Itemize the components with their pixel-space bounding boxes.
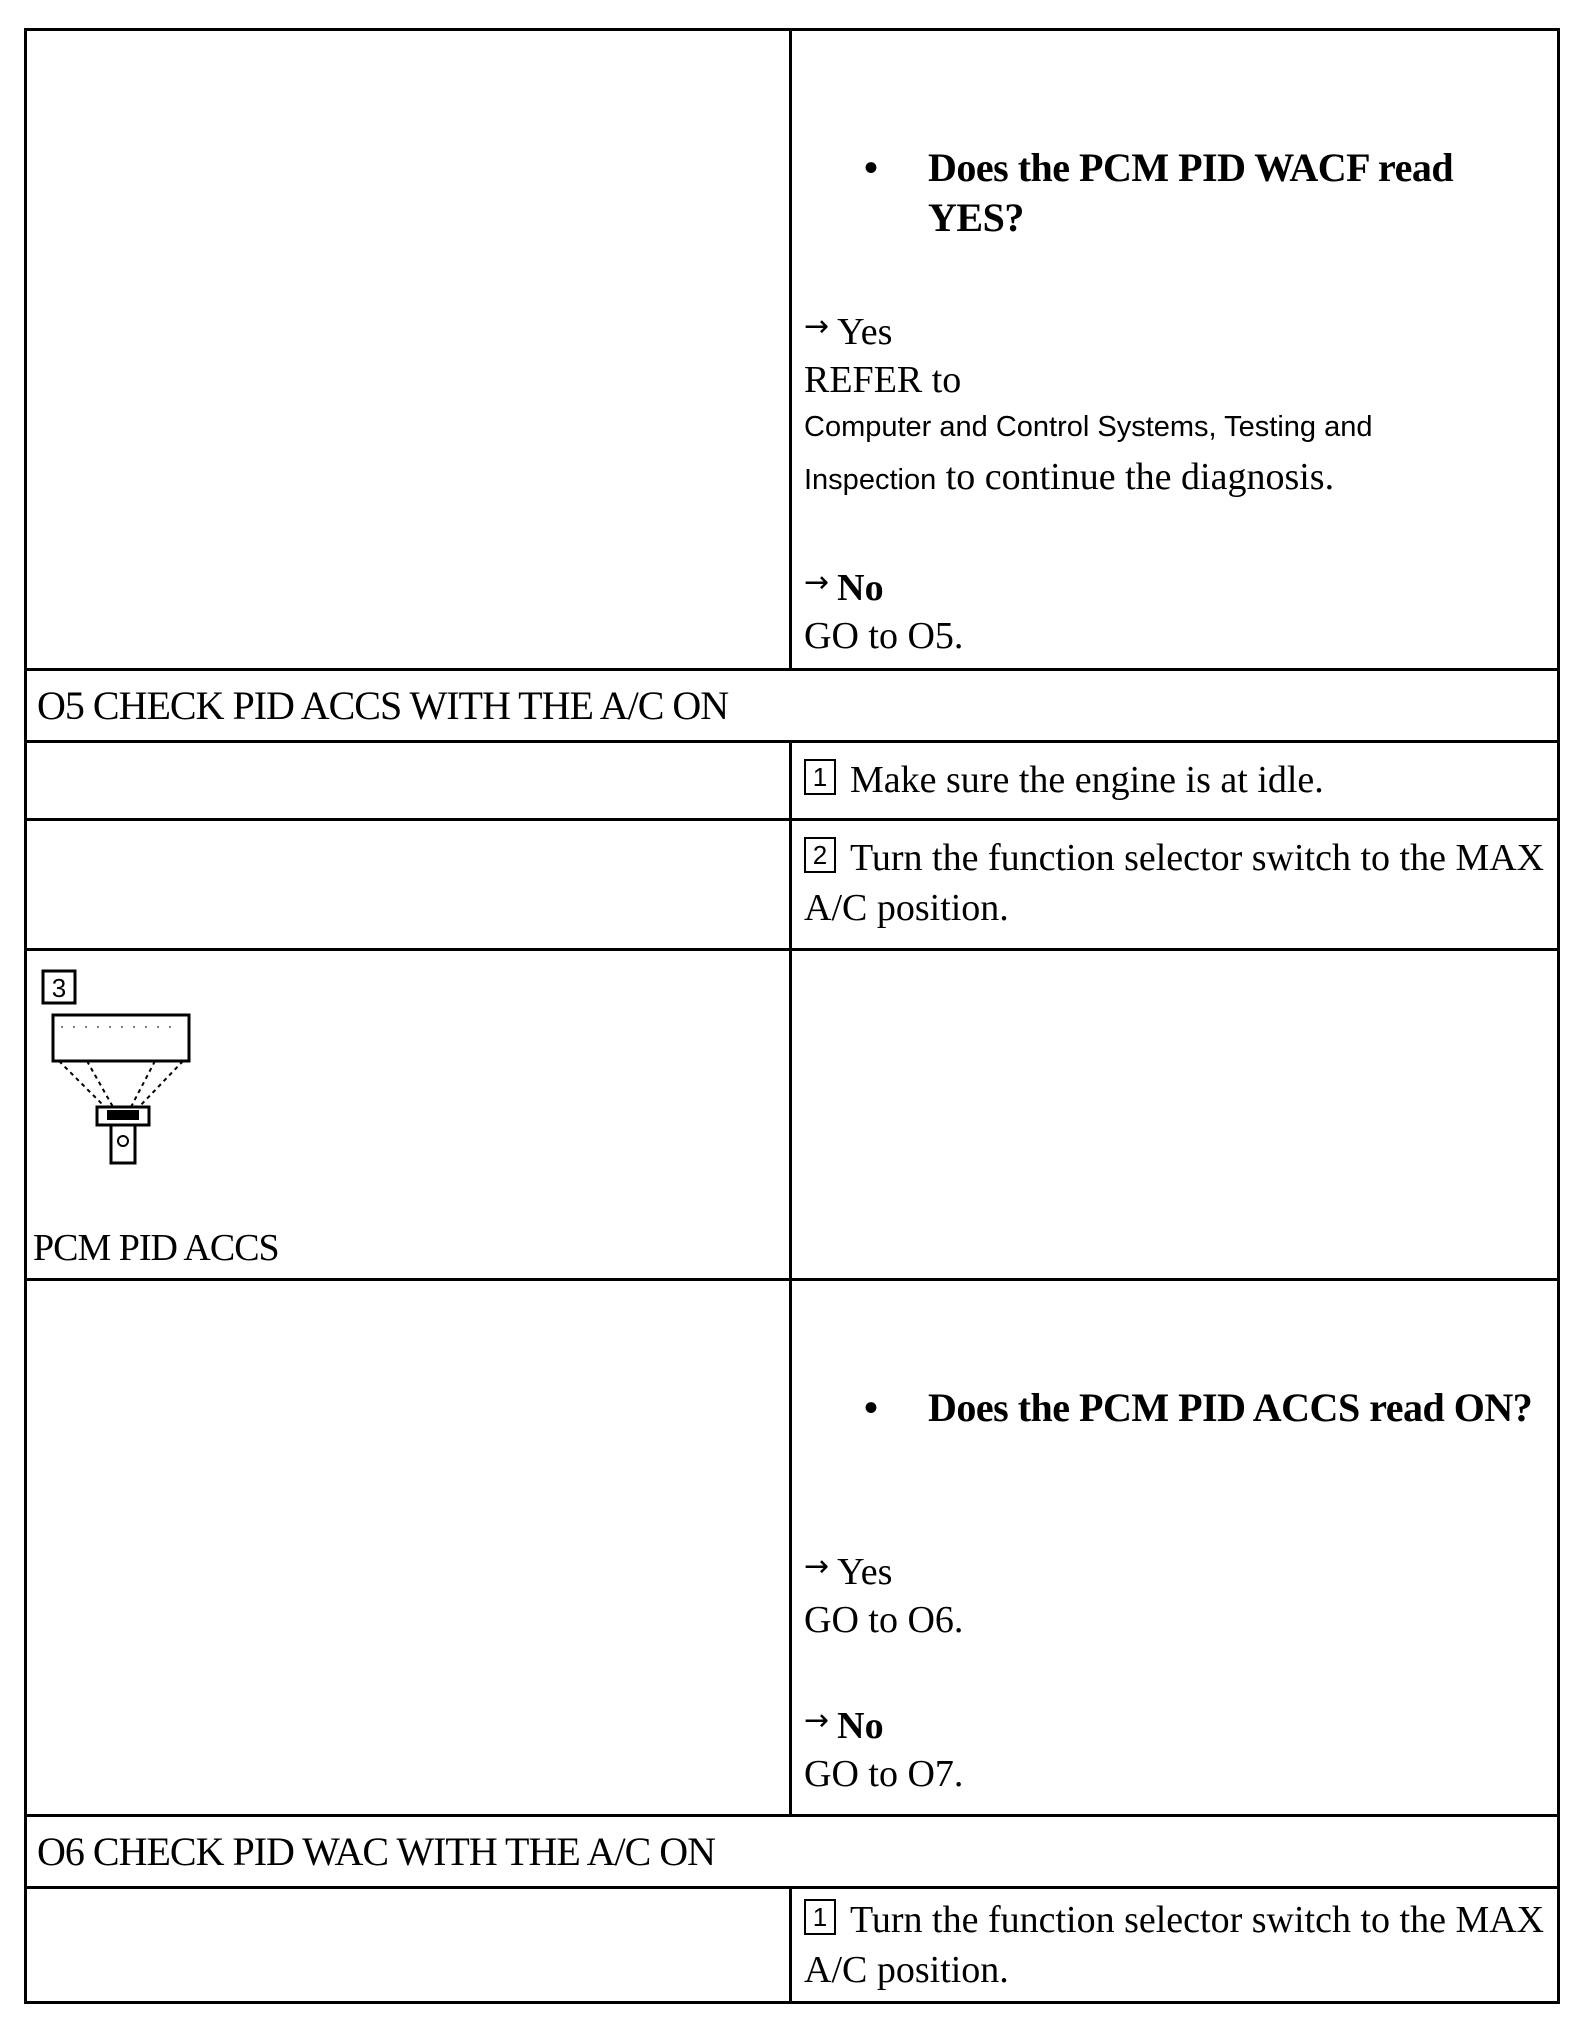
step-number-badge: 1 bbox=[804, 1899, 836, 1935]
section-header-row bbox=[27, 1817, 1557, 1889]
scan-tool-drawing bbox=[41, 969, 201, 1169]
section-title: O6 CHECK PID WAC WITH THE A/C ON bbox=[37, 1829, 716, 1874]
no-label: No bbox=[837, 567, 884, 609]
step-o5-1 bbox=[804, 755, 1547, 805]
step-text: Turn the function selector switch to the MAX A/C position. bbox=[804, 1899, 1545, 1991]
yes-label: Yes bbox=[837, 311, 893, 353]
step-o5-2 bbox=[804, 833, 1547, 933]
section-title: O5 CHECK PID ACCS WITH THE A/C ON bbox=[37, 683, 729, 728]
section-header-row bbox=[27, 671, 1557, 743]
yes-label: Yes bbox=[837, 1551, 893, 1593]
question-cell bbox=[792, 31, 1557, 668]
step-cell bbox=[792, 821, 1557, 948]
empty-cell bbox=[27, 743, 792, 818]
step-cell bbox=[792, 1889, 1557, 2001]
no-action: GO to O7. bbox=[804, 1753, 964, 1795]
bullet-icon: • bbox=[864, 145, 878, 190]
bullet-icon: • bbox=[864, 1385, 878, 1430]
step-cell bbox=[792, 743, 1557, 818]
table-row bbox=[27, 1889, 1557, 2001]
arrow-right-icon: → bbox=[804, 309, 830, 344]
empty-cell bbox=[27, 1281, 792, 1814]
question-wacf bbox=[864, 143, 1537, 243]
step-number-badge: 2 bbox=[804, 837, 836, 873]
question-text: Does the PCM PID WACF read YES? bbox=[928, 145, 1454, 240]
empty-cell bbox=[27, 1889, 792, 2001]
step-text: Make sure the engine is at idle. bbox=[850, 759, 1324, 801]
refer-link-continued: Inspection bbox=[804, 464, 937, 496]
step-o6-1 bbox=[804, 1895, 1547, 1995]
table-row bbox=[27, 951, 1557, 1281]
question-accs bbox=[864, 1383, 1537, 1433]
arrow-right-icon: → bbox=[804, 1703, 830, 1738]
refer-link-line: Computer and Control Systems, Testing and bbox=[804, 411, 1373, 443]
answer-yes bbox=[804, 1543, 1547, 1644]
table-row bbox=[27, 1281, 1557, 1817]
question-text: Does the PCM PID ACCS read ON? bbox=[928, 1385, 1533, 1430]
yes-action: GO to O6. bbox=[804, 1599, 964, 1641]
section-header-o5 bbox=[27, 671, 1557, 740]
arrow-right-icon: → bbox=[804, 565, 830, 600]
question-cell bbox=[792, 1281, 1557, 1814]
table-row bbox=[27, 31, 1557, 671]
empty-cell bbox=[27, 821, 792, 948]
step-number-badge: 3 bbox=[51, 973, 67, 1003]
empty-cell bbox=[27, 31, 792, 668]
scan-tool-icon bbox=[41, 969, 201, 1174]
arrow-right-icon: → bbox=[804, 1549, 830, 1584]
answer-yes bbox=[804, 303, 1547, 507]
section-header-o6 bbox=[27, 1817, 1557, 1886]
no-label: No bbox=[837, 1705, 884, 1747]
no-action: GO to O5. bbox=[804, 615, 964, 657]
answer-no bbox=[804, 559, 1547, 660]
pid-label: PCM PID ACCS bbox=[33, 1227, 279, 1269]
refer-text: REFER to bbox=[804, 359, 962, 401]
refer-tail: to continue the diagnosis. bbox=[945, 456, 1335, 498]
empty-cell bbox=[792, 951, 1557, 1278]
table-row bbox=[27, 821, 1557, 951]
answer-no bbox=[804, 1697, 1547, 1798]
step-number-badge: 1 bbox=[804, 759, 836, 795]
table-row bbox=[27, 743, 1557, 821]
diagnostic-table bbox=[24, 28, 1560, 2004]
step-text: Turn the function selector switch to the MAX A/C position. bbox=[804, 837, 1545, 929]
diagram-cell bbox=[27, 951, 792, 1278]
